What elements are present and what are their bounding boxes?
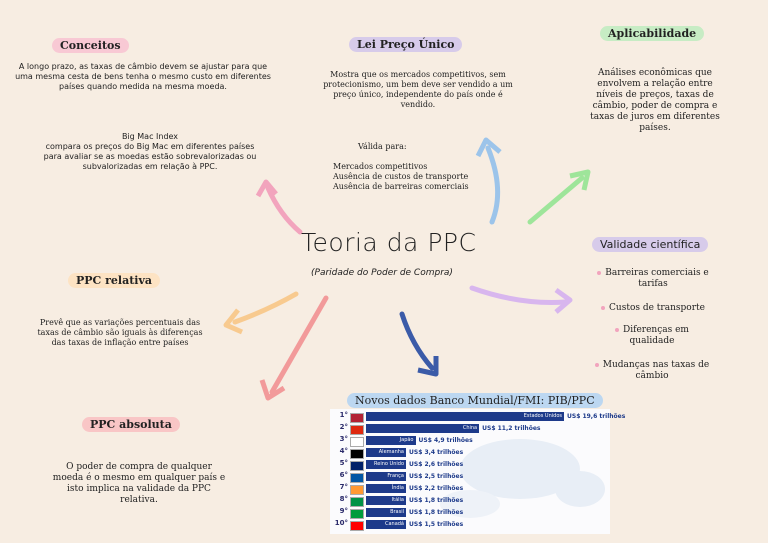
lei-conditions	[333, 162, 469, 192]
validade-item	[588, 303, 718, 314]
validade-item-text: Diferenças em qualidade	[623, 325, 689, 346]
chart-row	[330, 483, 610, 494]
value-label: US$ 2,5 trilhões	[409, 473, 464, 480]
flag-icon	[350, 473, 364, 483]
value-label: US$ 1,5 trilhões	[409, 521, 464, 528]
rank-label: 6°	[339, 471, 348, 479]
country-label: Canadá	[384, 521, 404, 527]
lei-heading: Lei Preço Único	[349, 37, 462, 52]
flag-icon	[350, 449, 364, 459]
rank-label: 10°	[334, 519, 348, 527]
chart-bar	[366, 412, 564, 421]
country-label: Japão	[399, 437, 414, 443]
validade-item	[588, 268, 718, 290]
chart-bar	[366, 436, 416, 445]
value-label: US$ 3,4 trilhões	[409, 449, 464, 456]
rank-label: 2°	[339, 423, 348, 431]
chart-row	[330, 459, 610, 470]
chart-row	[330, 423, 610, 434]
bullet-dot	[597, 271, 601, 275]
value-label: US$ 2,2 trilhões	[409, 485, 464, 492]
flag-icon	[350, 425, 364, 435]
aplicabilidade-text: Análises econômicas que envolvem a relação entre níveis de preços, taxas de câmbio, poder de compra e taxas de juros em diferentes países.	[590, 68, 720, 133]
value-label: US$ 19,6 trilhões	[567, 413, 626, 420]
arrow-absoluta	[272, 298, 326, 392]
validade-item	[600, 325, 704, 347]
bigmac-title: Big Mac Index	[121, 132, 179, 141]
flag-icon	[350, 509, 364, 519]
value-label: US$ 1,8 trilhões	[409, 509, 464, 516]
country-label: China	[462, 425, 478, 431]
bigmac-text: compara os preços do Big Mac em diferentes países para avaliar se as moedas estão sobrevalorizadas ou subvalorizadas em relação à PPC.	[43, 142, 257, 171]
relativa-text: Prevê que as variações percentuais das taxas de câmbio são iguais às diferenças das taxas de inflação entre países	[37, 318, 203, 347]
rank-label: 4°	[339, 447, 348, 455]
absoluta-text: O poder de compra de qualquer moeda é o mesmo em qualquer país e isto implica na validade da PPC relativa.	[52, 462, 226, 505]
arrow-conceitos	[268, 188, 300, 232]
arrow-novos	[402, 314, 432, 368]
rank-label: 7°	[339, 483, 348, 491]
value-label: US$ 4,9 trilhões	[418, 437, 473, 444]
country-label: Itália	[391, 497, 404, 503]
rank-label: 1°	[339, 411, 348, 419]
chart-row	[330, 471, 610, 482]
arrow-aplicabilidade	[530, 178, 582, 222]
rank-label: 3°	[339, 435, 348, 443]
absoluta-heading: PPC absoluta	[82, 417, 180, 432]
conceitos-heading: Conceitos	[52, 38, 129, 53]
bullet-dot	[615, 328, 619, 332]
rank-label: 5°	[339, 459, 348, 467]
chart-bar	[366, 496, 406, 505]
chart-row	[330, 411, 626, 422]
chart-row	[330, 447, 610, 458]
value-label: US$ 1,8 trilhões	[409, 497, 464, 504]
bullet-dot	[595, 363, 599, 367]
validade-item-text: Mudanças nas taxas de câmbio	[602, 360, 710, 381]
novos-heading: Novos dados Banco Mundial/FMI: PIB/PPC	[347, 393, 603, 408]
conceitos-text: A longo prazo, as taxas de câmbio devem se ajustar para que uma mesma cesta de bens tenha o mesmo custo em diferentes países quando medida na mesma moeda.	[15, 62, 271, 91]
lei-condition: Ausência de barreiras comerciais	[333, 182, 469, 191]
validade-heading: Validade científica	[592, 237, 708, 252]
relativa-heading: PPC relativa	[68, 273, 160, 288]
rank-label: 9°	[339, 507, 348, 515]
country-label: Reino Unido	[374, 461, 404, 467]
flag-icon	[350, 497, 364, 507]
lei-valida-label: Válida para:	[358, 142, 407, 151]
flag-icon	[350, 461, 364, 471]
chart-bar	[366, 484, 406, 493]
chart-bar	[366, 472, 406, 481]
country-label: Brasil	[390, 509, 404, 515]
main-title: Teoria da PPC	[301, 228, 477, 257]
rank-label: 8°	[339, 495, 348, 503]
country-label: Alemanha	[378, 449, 404, 455]
value-label: US$ 11,2 trilhões	[482, 425, 541, 432]
arrow-validade	[472, 288, 565, 302]
arrow-lei	[488, 148, 498, 222]
chart-row	[330, 495, 610, 506]
arrow-relativa	[235, 294, 296, 322]
flag-icon	[350, 437, 364, 447]
validade-item-text: Custos de transporte	[609, 303, 705, 313]
validade-item	[592, 360, 712, 382]
flag-icon	[350, 485, 364, 495]
chart-bar	[366, 460, 406, 469]
gdp-ppp-ranking-chart	[330, 409, 626, 534]
country-label: França	[387, 473, 404, 479]
lei-text: Mostra que os mercados competitivos, sem protecionismo, um bem deve ser vendido a um preço único, independente do país onde é vendido.	[323, 70, 513, 109]
main-subtitle: (Paridade do Poder de Compra)	[311, 268, 453, 278]
lei-condition: Mercados competitivos	[333, 162, 428, 171]
lei-condition: Ausência de custos de transporte	[333, 172, 469, 181]
flag-icon	[350, 521, 364, 531]
chart-row	[330, 435, 610, 446]
flag-icon	[350, 413, 364, 423]
value-label: US$ 2,6 trilhões	[409, 461, 464, 468]
bullet-dot	[601, 306, 605, 310]
country-label: Estados Unidos	[523, 413, 562, 419]
country-label: Índia	[391, 485, 404, 491]
chart-bar	[366, 448, 406, 457]
aplicabilidade-heading: Aplicabilidade	[600, 26, 704, 41]
validade-item-text: Barreiras comerciais e tarifas	[605, 268, 709, 289]
chart-row	[330, 519, 610, 530]
chart-row	[330, 507, 610, 518]
chart-bar	[366, 520, 406, 529]
chart-bar	[366, 508, 406, 517]
chart-bar	[366, 424, 479, 433]
